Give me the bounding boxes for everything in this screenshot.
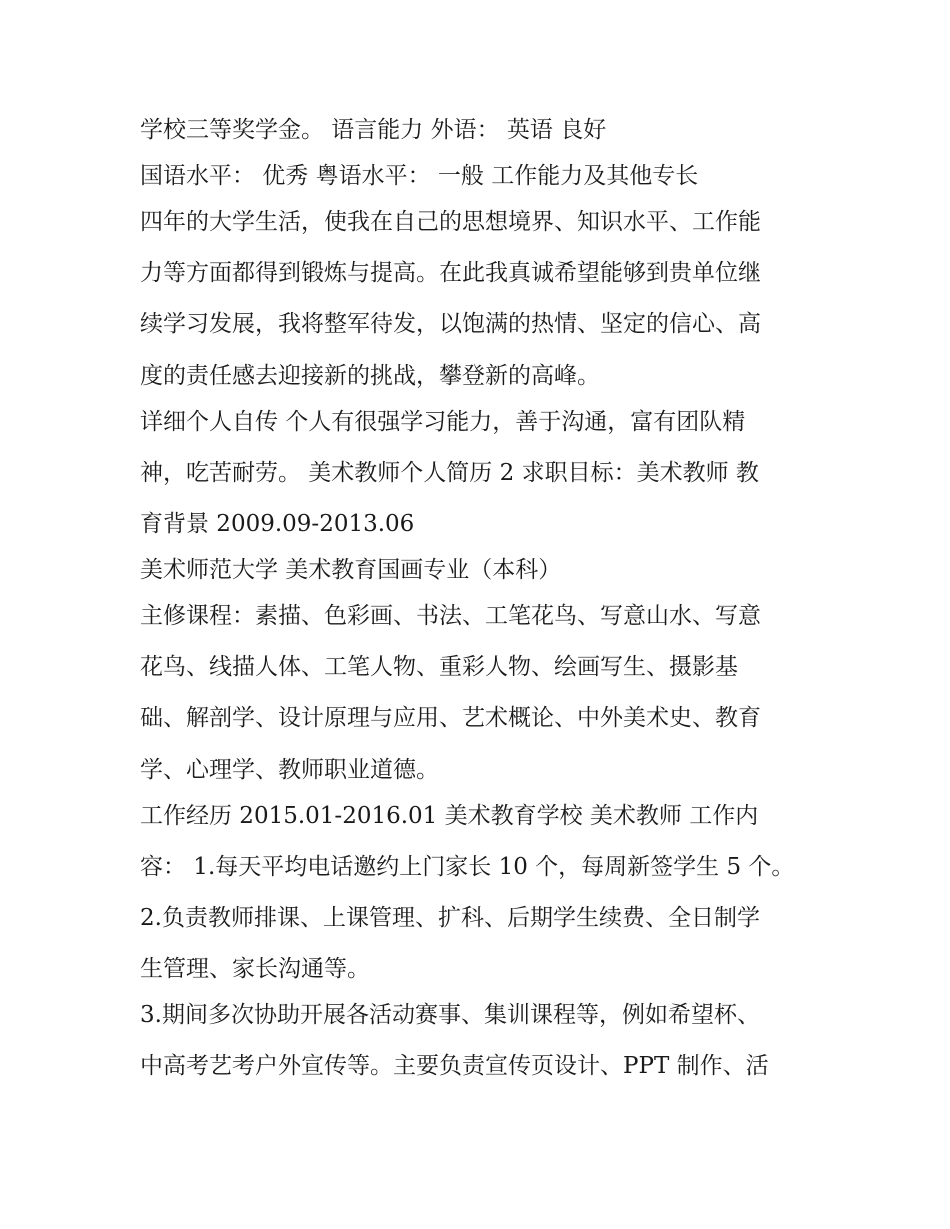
text-line: 美术师范大学 美术教育国画专业（本科） [140,556,562,583]
text-line: 花鸟、线描人体、工笔人物、重彩人物、绘画写生、摄影基 [140,654,738,681]
text-line: 育背景 2009.09-2013.06 [140,510,415,537]
text-line: 度的责任感去迎接新的挑战，攀登新的高峰。 [140,362,600,389]
text-line: 3.期间多次协助开展各活动赛事、集训课程等，例如希望杯、 [140,1002,760,1029]
text-line: 学校三等奖学金。 语言能力 外语： 英语 良好 [140,117,607,143]
text-line: 力等方面都得到锻炼与提高。在此我真诚希望能够到贵单位继 [140,260,761,287]
text-line: 学、心理学、教师职业道德。 [140,756,439,783]
text-line: 础、解剖学、设计原理与应用、艺术概论、中外美术史、教育 [140,705,761,732]
text-line: 工作经历 2015.01-2016.01 美术教育学校 美术教师 工作内 [140,802,759,829]
text-line: 详细个人自传 个人有很强学习能力，善于沟通，富有团队精 [140,408,746,435]
text-line: 生管理、家长沟通等。 [140,956,370,983]
text-line: 神，吃苦耐劳。 美术教师个人简历 2 求职目标：美术教师 教 [140,459,759,486]
document-body [140,108,820,1095]
text-line: 四年的大学生活，使我在自己的思想境界、知识水平、工作能 [140,209,761,235]
text-line: 2.负责教师排课、上课管理、扩科、后期学生续费、全日制学 [140,904,760,931]
text-line: 容： 1.每天平均电话邀约上门家长 10 个，每周新签学生 5 个。 [140,853,795,880]
text-line: 续学习发展，我将整军待发，以饱满的热情、坚定的信心、高 [140,311,761,338]
text-line: 主修课程：素描、色彩画、书法、工笔花鸟、写意山水、写意 [140,602,761,629]
text-line: 国语水平： 优秀 粤语水平： 一般 工作能力及其他专长 [140,163,699,189]
text-line: 中高考艺考户外宣传等。主要负责宣传页设计、PPT 制作、活 [140,1053,769,1080]
